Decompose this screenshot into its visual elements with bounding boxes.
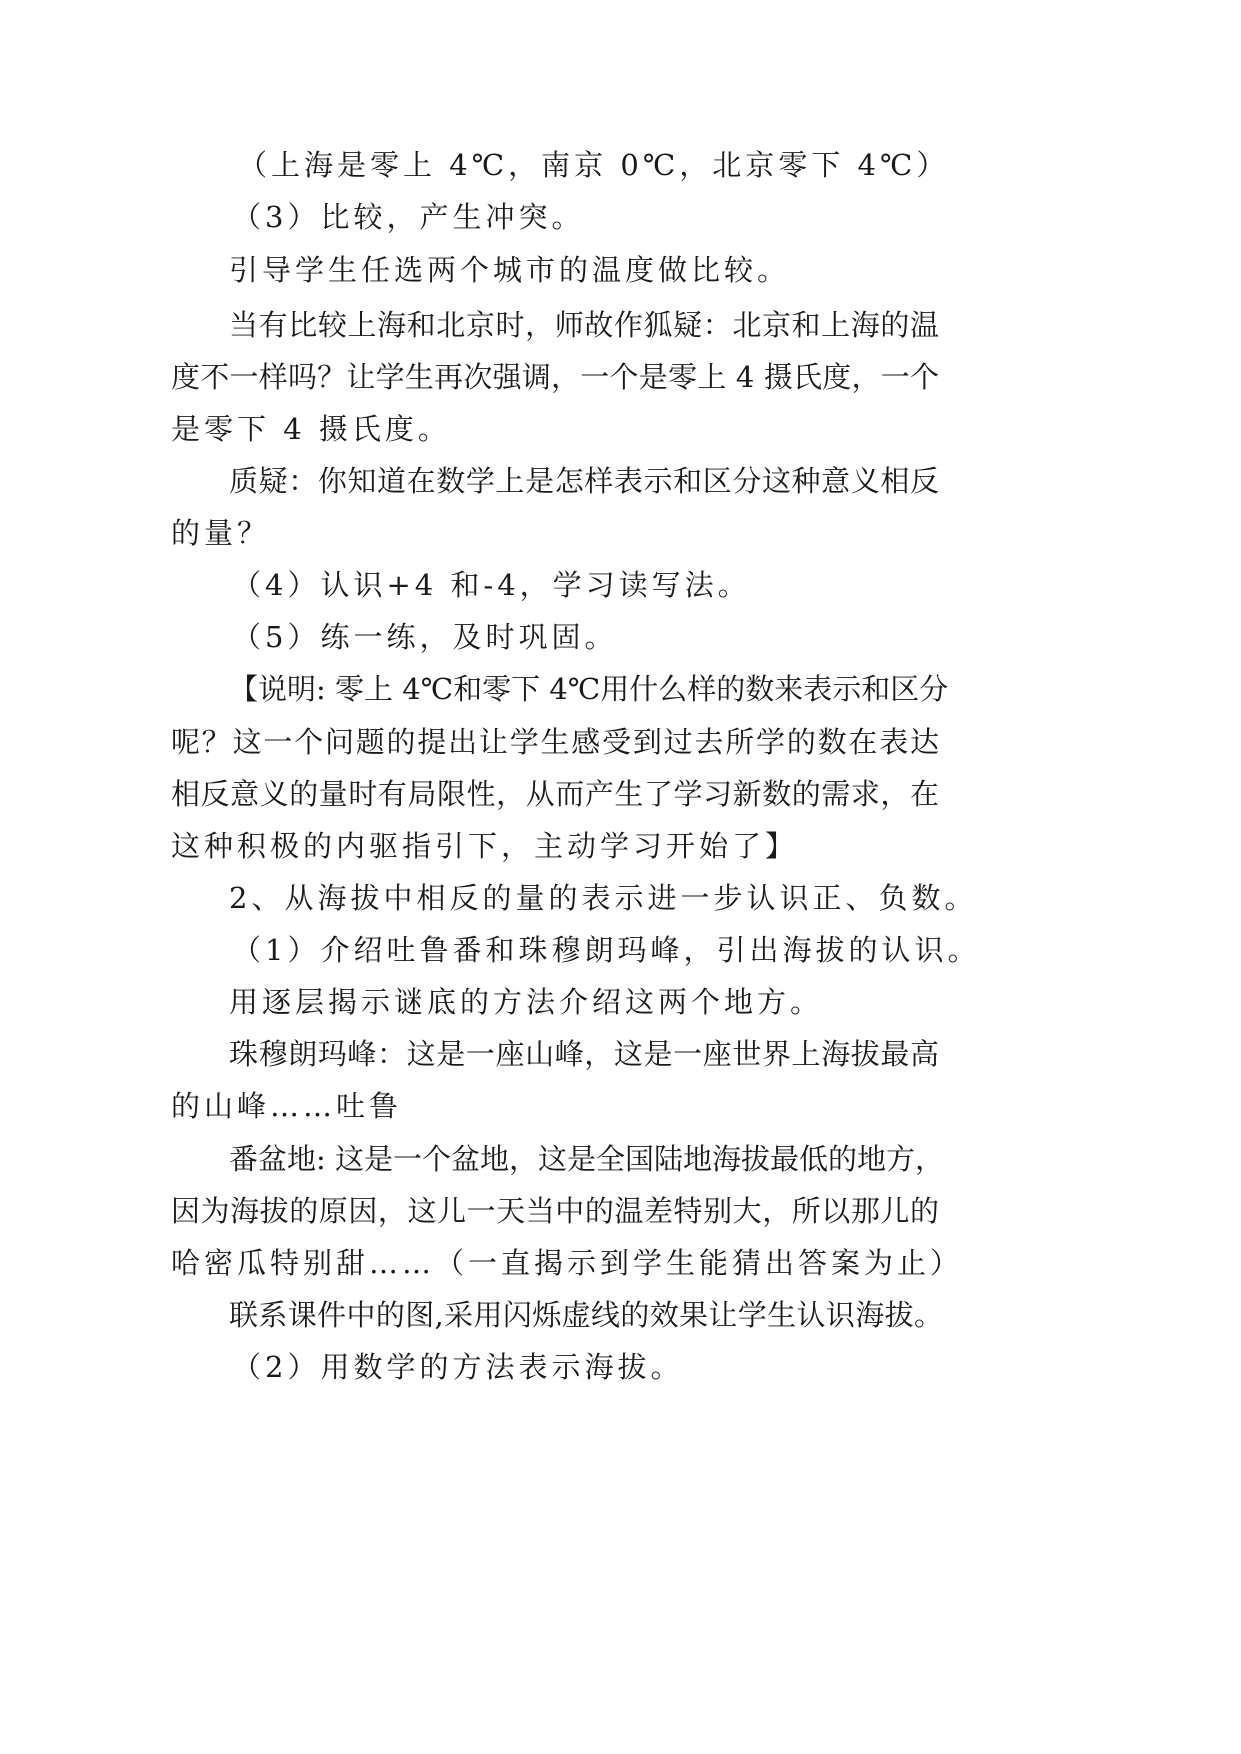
paragraph-line-22: 哈密瓜特别甜……（一直揭示到学生能猜出答案为止） [171, 1246, 964, 1280]
paragraph-line-19: 的山峰……吐鲁 [171, 1089, 403, 1123]
paragraph-line-2: （3）比较，产生冲突。 [232, 200, 585, 234]
paragraph-line-23: 联系课件中的图,采用闪烁虚线的效果让学生认识海拔。 [229, 1298, 943, 1332]
paragraph-line-16: （1）介绍吐鲁番和珠穆朗玛峰，引出海拔的认识。 [232, 933, 981, 967]
paragraph-line-7: 质疑：你知道在数学上是怎样表示和区分这种意义相反 [229, 464, 939, 498]
paragraph-line-1: （上海是零上 4℃，南京 0℃，北京零下 4℃） [238, 148, 950, 182]
paragraph-line-20: 番盆地: 这是一个盆地，这是全国陆地海拔最低的地方， [229, 1142, 944, 1176]
paragraph-line-15: 2、从海拔中相反的量的表示进一步认识正、负数。 [229, 881, 978, 915]
paragraph-line-4: 当有比较上海和北京时，师故作狐疑：北京和上海的温 [229, 308, 939, 342]
paragraph-line-24: （2）用数学的方法表示海拔。 [232, 1350, 684, 1384]
paragraph-line-11: 【说明: 零上 4℃和零下 4℃用什么样的数来表示和区分 [229, 672, 949, 706]
paragraph-line-17: 用逐层揭示谜底的方法介绍这两个地方。 [229, 985, 824, 1019]
paragraph-line-13: 相反意义的量时有局限性，从而产生了学习新数的需求，在 [171, 777, 939, 811]
paragraph-line-14: 这种积极的内驱指引下，主动学习开始了】 [171, 829, 799, 863]
paragraph-line-5: 度不一样吗？让学生再次强调，一个是零上 4 摄氏度，一个 [171, 360, 939, 394]
paragraph-line-3: 引导学生任选两个城市的温度做比较。 [229, 253, 791, 287]
paragraph-line-12: 呢？这一个问题的提出让学生感受到过去所学的数在表达 [171, 725, 939, 759]
paragraph-line-9: （4）认识+4 和-4，学习读写法。 [232, 568, 751, 602]
paragraph-line-6: 是零下 4 摄氏度。 [171, 412, 451, 446]
paragraph-line-18: 珠穆朗玛峰：这是一座山峰，这是一座世界上海拔最高 [229, 1037, 939, 1071]
paragraph-line-10: （5）练一练，及时巩固。 [232, 620, 618, 654]
paragraph-line-8: 的量？ [171, 516, 271, 550]
paragraph-line-21: 因为海拔的原因，这儿一天当中的温差特别大，所以那儿的 [171, 1194, 939, 1228]
